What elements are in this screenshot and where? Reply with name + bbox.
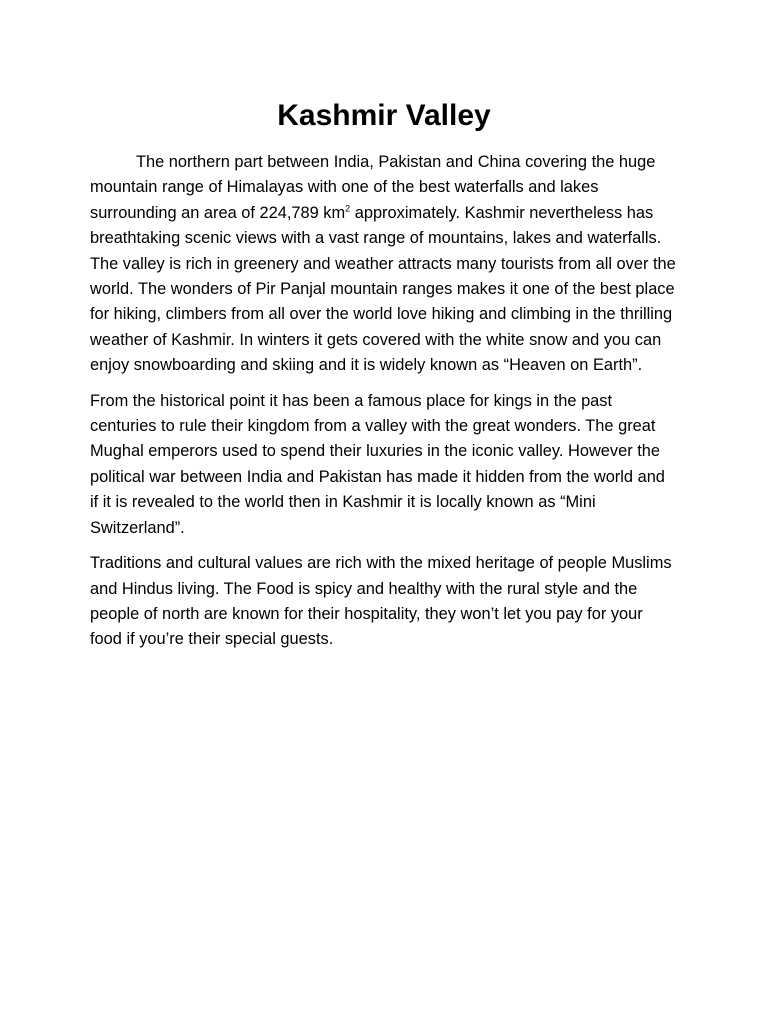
paragraph-1 bbox=[90, 150, 676, 379]
paragraph-2: From the historical point it has been a famous place for kings in the past centuries to rule their kingdom from a valley with the great wonders. The great Mughal emperors used to spend their luxuries in the iconic valley. However the political war between India and Pakistan has made it hidden from the world and if it is revealed to the world then in Kashmir it is locally known as “Mini Switzerland”. bbox=[90, 391, 665, 537]
paragraph-1-text-start: The northern part between India, Pakistan and China covering the huge mountain range of Himalayas with one of the best waterfalls and lakes surrounding an area of 224,789 km bbox=[90, 153, 656, 222]
document-title: Kashmir Valley bbox=[277, 99, 491, 132]
paragraph-1-text-end: approximately. Kashmir nevertheless has breathtaking scenic views with a vast range of mountains, lakes and waterfalls. The valley is rich in greenery and weather attracts many tourists from all over the world. The wonders of Pir Panjal mountain ranges makes it one of the best place for hiking, climbers from all over the world love hiking and climbing in the thrilling weather of Kashmir. In winters it gets covered with the white snow and you can enjoy snowboarding and skiing and it is widely known as “Heaven on Earth”. bbox=[90, 203, 676, 375]
document-body bbox=[90, 150, 676, 663]
superscript-2: 2 bbox=[345, 203, 351, 214]
paragraph-3: Traditions and cultural values are rich with the mixed heritage of people Muslims and Hindus living. The Food is spicy and healthy with the rural style and the people of north are known for their hospitality, they won’t let you pay for your food if you’re their special guests. bbox=[90, 554, 672, 649]
